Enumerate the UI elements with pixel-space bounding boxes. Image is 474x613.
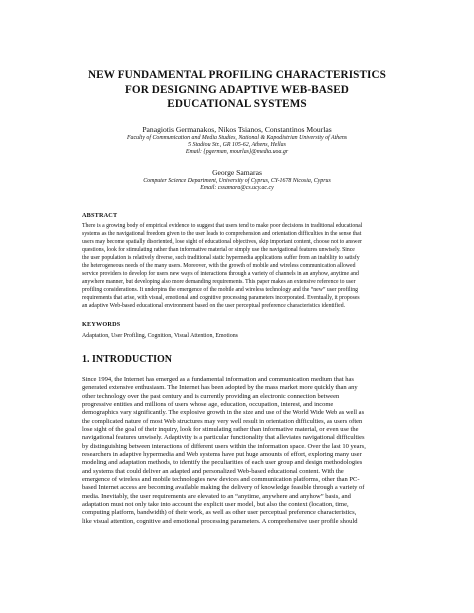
author-affiliation: Computer Science Department, University of Cyprus, CY-1678 Nicosia, Cyprus — [143, 177, 331, 184]
abstract-line: There is a growing body of empirical evidence to suggest that users tend to make poor decisions in traditional educational — [82, 223, 363, 229]
introduction-heading: 1. INTRODUCTION — [82, 354, 173, 365]
author-names: George Samaras — [212, 168, 262, 177]
intro-line: computing platform, bandwidth) of their work, as well as other user perceptual preference characteristics, — [82, 509, 357, 517]
intro-line: emergence of wireless and mobile technologies new devices and communication platforms, other than PC- — [82, 475, 360, 483]
intro-line: navigational features unwisely. Adaptivity is a particular functionality that alleviates navigational difficulties — [82, 434, 365, 442]
abstract-line: the user population is relatively diverse, such traditional static hypermedia applications suffer from an inability to satisfy — [82, 255, 360, 262]
intro-line: generated extensive enthusiasm. The Internet has been adopted by the mass market more quickly than any — [82, 384, 358, 392]
abstract-line: users may become spatially disoriented, lose sight of educational objectives, skip important content, choose not to answer — [82, 239, 362, 246]
keywords-heading: KEYWORDS — [82, 321, 121, 328]
intro-line: adaptation must not only take into account the explicit user model, but also the context (location, time, — [82, 500, 349, 508]
intro-line: lose sight of the goal of their inquiry, look for stimulating rather than informative material, or even use the — [82, 425, 359, 433]
title-line-2: FOR DESIGNING ADAPTIVE WEB-BASED — [125, 83, 349, 96]
keywords-text: Adaptation, User Profiling, Cognition, Visual Attention, Emotions — [82, 333, 238, 339]
author-address: 5 Stadiou Str., GR 105-62, Athens, Hellas — [188, 141, 286, 148]
author-email: Email: cssamara@cs.ucy.ac.cy — [200, 184, 274, 191]
abstract-line: requirements that arise, with visual, emotional and cognitive processing parameters incorporated. Eventually, it proposes — [82, 295, 360, 302]
intro-line: like visual attention, cognitive and emotional processing parameters. A comprehensive user profile should — [82, 517, 358, 525]
abstract-body — [82, 222, 394, 311]
title-line-3: EDUCATIONAL SYSTEMS — [167, 98, 307, 110]
author-block-1 — [40, 125, 434, 157]
intro-line: the complicated nature of most Web structures may very well result in orientation difficulties, as users often — [82, 417, 363, 425]
introduction-body — [82, 376, 394, 526]
intro-line: researchers in adaptive hypermedia and Web systems have put huge amounts of effort, exploring many user — [82, 450, 362, 458]
intro-line: progressive entities and millions of users whose age, education, occupation, interest, and income — [82, 400, 334, 408]
intro-line: other technology over the past century and is currently providing an electronic connection between — [82, 392, 340, 400]
author-email: Email: {pgerman, mourlas}@media.uoa.gr — [185, 149, 289, 156]
abstract-line: questions, look for stimulating rather than informative material or simply use the navigational features unwisely. Since — [82, 247, 355, 254]
title-line-1: NEW FUNDAMENTAL PROFILING CHARACTERISTICS — [87, 69, 386, 81]
abstract-line: the heterogeneous needs of the many users. Moreover, with the growth of mobile and wireless communication allowed — [82, 263, 356, 270]
abstract-line: service providers to develop for users new ways of interactions through a variety of channels in an anyhow, anytime and — [82, 271, 359, 278]
abstract-heading: ABSTRACT — [82, 212, 118, 219]
intro-line: by distinguishing between interactions of different users within the information space. Over the last 10 years, — [82, 442, 366, 450]
abstract-line: profiling considerations. It underpins the emergence of the mobile and wireless technology and the “new” user profiling — [82, 287, 358, 294]
intro-line: demographics vary significantly. The explosive growth in the size and use of the World Wide Web as well as — [82, 409, 365, 417]
abstract-line: an adaptive Web-based educational environment based on the user perceptual preference characteristics identified. — [82, 303, 346, 310]
intro-line: modeling and adaptation methods, to identify the peculiarities of each user group and design methodologies — [82, 459, 363, 467]
abstract-line: systems as the navigational freedom given to the user leads to comprehension and orientation difficulties in the sense that — [82, 231, 362, 238]
intro-line: based Internet access are becoming available making the delivery of knowledge feasible through a variety of — [82, 484, 365, 492]
paper-title — [60, 68, 414, 112]
intro-line: media. Inevitably, the user requirements are elevated to an “anytime, anywhere and anyhow” basis, and — [82, 492, 351, 500]
author-names: Panagiotis Germanakos, Nikos Tsianos, Constantinos Mourlas — [142, 125, 332, 134]
abstract-line: anywhere manner, but developing also more demanding requirements. This paper makes an extensive reference to user — [82, 279, 356, 286]
intro-line: and systems that could deliver an adapted and personalized Web-based educational content. With the — [82, 467, 344, 475]
intro-line: Since 1994, the Internet has emerged as a fundamental information and communication medium that has — [82, 376, 354, 383]
author-affiliation: Faculty of Communication and Media Studies, National & Kapodistrian University of Athens — [126, 134, 348, 141]
author-block-2 — [40, 168, 434, 192]
